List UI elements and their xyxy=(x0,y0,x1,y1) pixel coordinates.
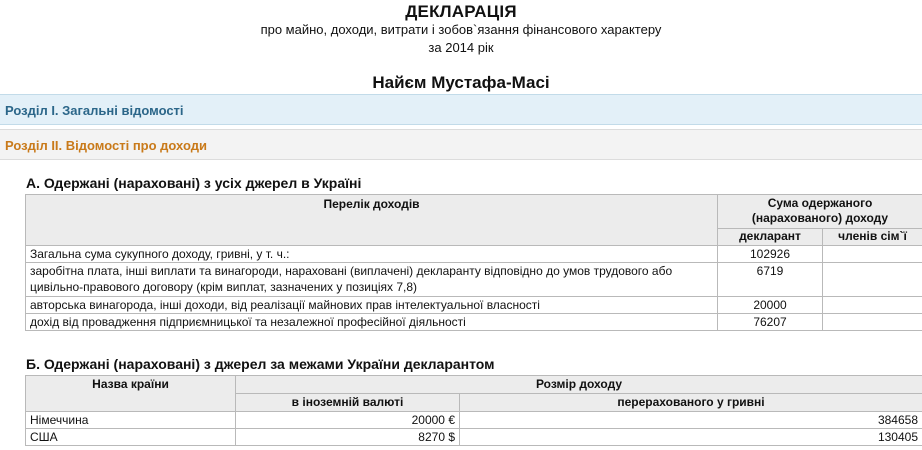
income-family xyxy=(823,314,922,331)
table-row xyxy=(26,246,922,263)
declaration-subtitle: про майно, доходи, витрати і зобов`язання фінансового характеру xyxy=(260,22,662,37)
country-name: Німеччина xyxy=(26,412,236,429)
declaration-title: ДЕКЛАРАЦІЯ xyxy=(405,2,517,21)
uah-amount: 130405 xyxy=(460,429,922,446)
col-family: членів сім`ї xyxy=(823,229,922,246)
table-row xyxy=(26,263,922,297)
income-declarant: 102926 xyxy=(718,246,823,263)
income-label: дохід від провадження підприємницької та незалежної професійної діяльності xyxy=(26,314,718,331)
col-income-list: Перелік доходів xyxy=(26,195,718,246)
income-declarant: 20000 xyxy=(718,297,823,314)
section-general-info[interactable]: Розділ І. Загальні відомості xyxy=(0,94,922,125)
income-declarant: 6719 xyxy=(718,263,823,297)
declaration-year: за 2014 рік xyxy=(428,40,494,55)
col-country: Назва країни xyxy=(26,376,236,412)
declarant-name: Найєм Мустафа-Масі xyxy=(372,73,550,92)
part-a-heading: А. Одержані (нараховані) з усіх джерел в Україні xyxy=(26,175,362,191)
income-family xyxy=(823,246,922,263)
income-declarant: 76207 xyxy=(718,314,823,331)
table-row xyxy=(26,412,922,429)
domestic-income-table xyxy=(25,194,922,331)
table-row xyxy=(26,297,922,314)
col-income-sum: Сума одержаного (нарахованого) доходу xyxy=(718,195,922,229)
part-b-heading: Б. Одержані (нараховані) з джерел за межами України декларантом xyxy=(26,356,495,372)
col-declarant: декларант xyxy=(718,229,823,246)
col-uah: перерахованого у гривні xyxy=(460,394,922,412)
income-family xyxy=(823,263,922,297)
foreign-amount: 20000 € xyxy=(236,412,460,429)
foreign-amount: 8270 $ xyxy=(236,429,460,446)
section-income[interactable]: Розділ ІІ. Відомості про доходи xyxy=(0,129,922,160)
uah-amount: 384658 xyxy=(460,412,922,429)
table-row xyxy=(26,429,922,446)
income-family xyxy=(823,297,922,314)
col-foreign-currency: в іноземній валюті xyxy=(236,394,460,412)
col-income-amount: Розмір доходу xyxy=(236,376,922,394)
income-label: Загальна сума сукупного доходу, гривні, у т. ч.: xyxy=(26,246,718,263)
income-label: заробітна плата, інші виплати та винагороди, нараховані (виплачені) декларанту відповідно до умов трудового або цивільно-правового договору (крім виплат, зазначених у позиціях 7,8) xyxy=(26,263,718,297)
country-name: США xyxy=(26,429,236,446)
table-row xyxy=(26,314,922,331)
foreign-income-table xyxy=(25,375,922,446)
income-label: авторська винагорода, інші доходи, від реалізації майнових прав інтелектуальної власності xyxy=(26,297,718,314)
